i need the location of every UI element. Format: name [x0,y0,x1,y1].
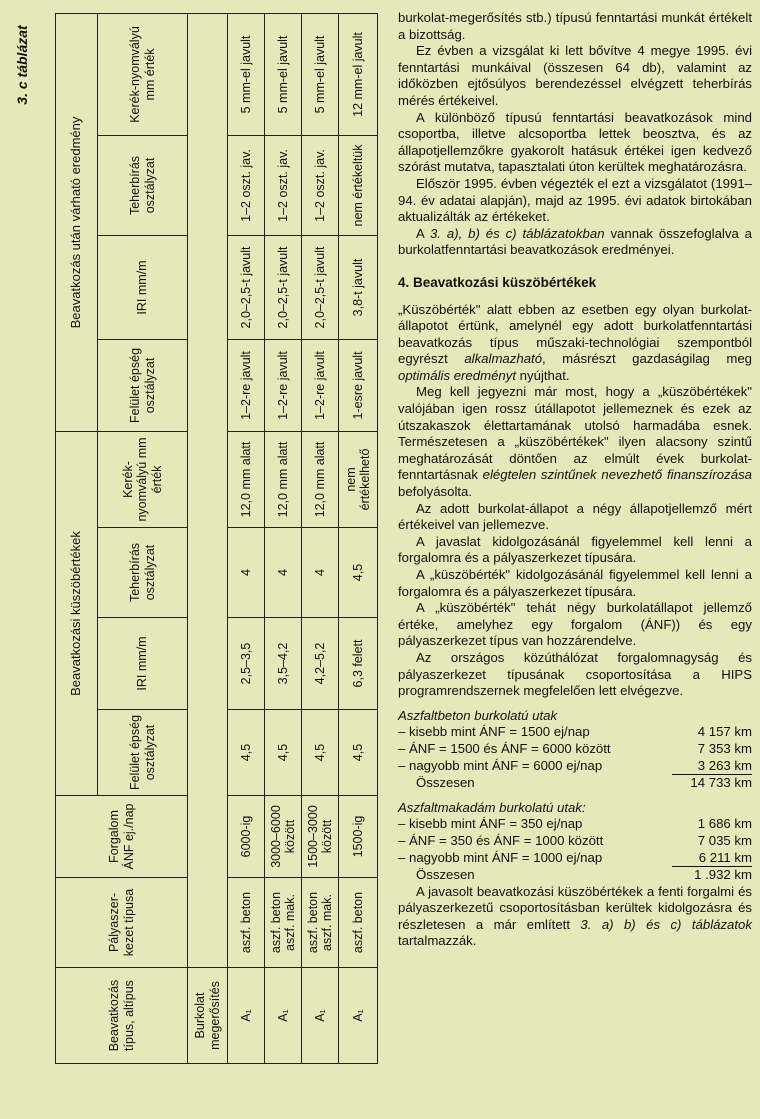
body-text-column [398,10,752,950]
paragraph: A javasolt beavatkozási küszöbértékek a fenti forgalmi és pályaszerkezetű csoportosításban kerültek kidolgozásra és részletesen a már említett 3. a) b) és c) táblázatok tartalmazzák. [398,883,752,949]
list-total: Összesen 1 .932 km [416,867,752,883]
list-item: – ÁNF = 1500 és ÁNF = 6000 között 7 353 km [398,740,752,756]
list-item: – nagyobb mint ÁNF = 6000 ej/nap 3 263 km [398,758,752,776]
table-row: A₁ aszf. beton aszf. mak. 1500–3000 között 4,5 4,2–5,2 4 12,0 mm alatt 1–2-re javult 2,0–2,5-t javult 1–2 oszt. jav. 5 mm-el javult [302,13,339,1063]
header-exp-iri: IRI mm/m [98,235,188,339]
list-item: – nagyobb mint ÁNF = 1000 ej/nap 6 211 km [398,850,752,868]
paragraph: A „küszöbérték" tehát négy burkolatállapot jellemző értéke, amelyhez egy forgalom (ÁNF)) és egy pályaszerkezet típus van hozzárendelve. [398,600,752,649]
header-type: Beavatkozás típus, altípus [56,968,188,1064]
header-bearing: Teherbírás osztályzat [98,528,188,618]
group-header-expected: Beavatkozás után várható eredmény [56,13,98,431]
header-exp-surface: Felület épség osztályzat [98,339,188,431]
section-spacer [188,13,228,967]
paragraph: A „küszöbérték" kidolgozásánál figyelemmel kell lenni a forgalomra és a pályaszerkezet típusára. [398,567,752,599]
table-row: A₁ aszf. beton 6000-ig 4,5 2,5–3,5 4 12,0 mm alatt 1–2-re javult 2,0–2,5-t javult 1–2 oszt. jav. 5 mm-el javult [228,13,265,1063]
paragraph: burkolat-megerősítés stb.) típusú fenntartási munkát értékelt a bizottság. [398,10,752,42]
header-traffic: Forgalom ÁNF ej./nap [56,796,188,878]
header-rut: Kerék-nyomvályú mm érték [98,431,188,527]
list-title: Aszfaltmakadám burkolatú utak: [398,799,586,815]
table-caption: 3. c táblázat [14,25,30,105]
list-total: Összesen 14 733 km [416,775,752,791]
threshold-table [55,13,378,1064]
header-structure: Pályaszer-kezet típusa [56,878,188,968]
table-row: A₁ aszf. beton aszf. mak. 3000–6000 között 4,5 3,5–4,2 4 12,0 mm alatt 1–2-re javult 2,0–2,5-t javult 1–2 oszt. jav. 5 mm-el javult [265,13,302,1063]
list-item: – kisebb mint ÁNF = 1500 ej/nap 4 157 km [398,724,752,740]
section-label: Burkolat megerősítés [188,968,228,1064]
group-header-threshold: Beavatkozási küszöbértékek [56,431,98,795]
list-title: Aszfaltbeton burkolatú utak [398,707,558,723]
paragraph: Ez évben a vizsgálat ki lett bővítve 4 megye 1995. évi fenntartási munkáival (összesen 64 db), valamint az időközben ejtősúlyos berendezéssel elvégzett teherbírás mérés értékeivel. [398,43,752,108]
table-row: A₁ aszf. beton 1500-ig 4,5 6,3 felett 4,5 nem értékelhető 1-esre javult 3,8-t javult nem értékeltük 12 mm-el javult [339,13,378,1063]
paragraph: „Küszöbérték" alatt ebben az esetben egy olyan burkolat-állapotot értünk, amelynél egy adott burkolatfenntartási beavatkozás típus műszaki-technológiai szempontból egyrészt alkalmazható, másrészt gazdaságilag meg optimális eredményt nyújthat. [398,301,752,383]
header-surface: Felület épség osztályzat [98,710,188,796]
paragraph: Először 1995. évben végezték el ezt a vizsgálatot (1991–94. év adatai alapján), majd az 1995. évi adatok birtokában aktualizálták az értékeket. [398,175,752,225]
paragraph: A különböző típusú fenntartási beavatkozások mind csoportba, illetve alcsoportba lettek beosztva, és az állapotjellemzőkre gyakorolt hatásuk értékei igen kedvező szórást mutatva, tapasztalati úton kerültek meghatározásra. [398,109,752,175]
section-heading: 4. Beavatkozási küszöbértékek [398,274,597,290]
paragraph: A 3. a), b) és c) táblázatokban vannak összefoglalva a burkolatfenntartási beavatkozások eredményei. [398,225,753,258]
header-iri: IRI mm/m [98,618,188,710]
paragraph: Az országos közúthálózat forgalomnagyság és pályaszerkezet típusának csoportosítása a HIPS programrendszernek megfelelően lett elvégezve. [398,649,752,699]
header-exp-rut: Kerék-nyomvályú mm érték [98,13,188,135]
list-item: – ÁNF = 350 és ÁNF = 1000 között 7 035 km [398,832,752,848]
header-exp-bearing: Teherbírás osztályzat [98,135,188,235]
paragraph: Az adott burkolat-állapot a négy állapotjellemző mért értékeivel van jellemezve. [398,500,752,533]
list-item: – kisebb mint ÁNF = 350 ej/nap 1 686 km [398,816,752,832]
paragraph: Meg kell jegyezni már most, hogy a „küszöbértékek" valójában igen rossz útállapotot jellemeznek és ezek az útszakaszok élettartamának utolsó harmadába esnek. Természetesen a „küszöbértékek" ilyen alacsony szintű meghatározását döntően az elmúlt évek burkolat-fenntartásnak elégtelen szintűnek nevezhető finanszírozása befolyásolta. [398,384,752,500]
rotated-table-area [55,14,377,1064]
paragraph: A javaslat kidolgozásánál figyelemmel kell lenni a forgalomra és a pályaszerkezet típusára. [398,533,752,566]
